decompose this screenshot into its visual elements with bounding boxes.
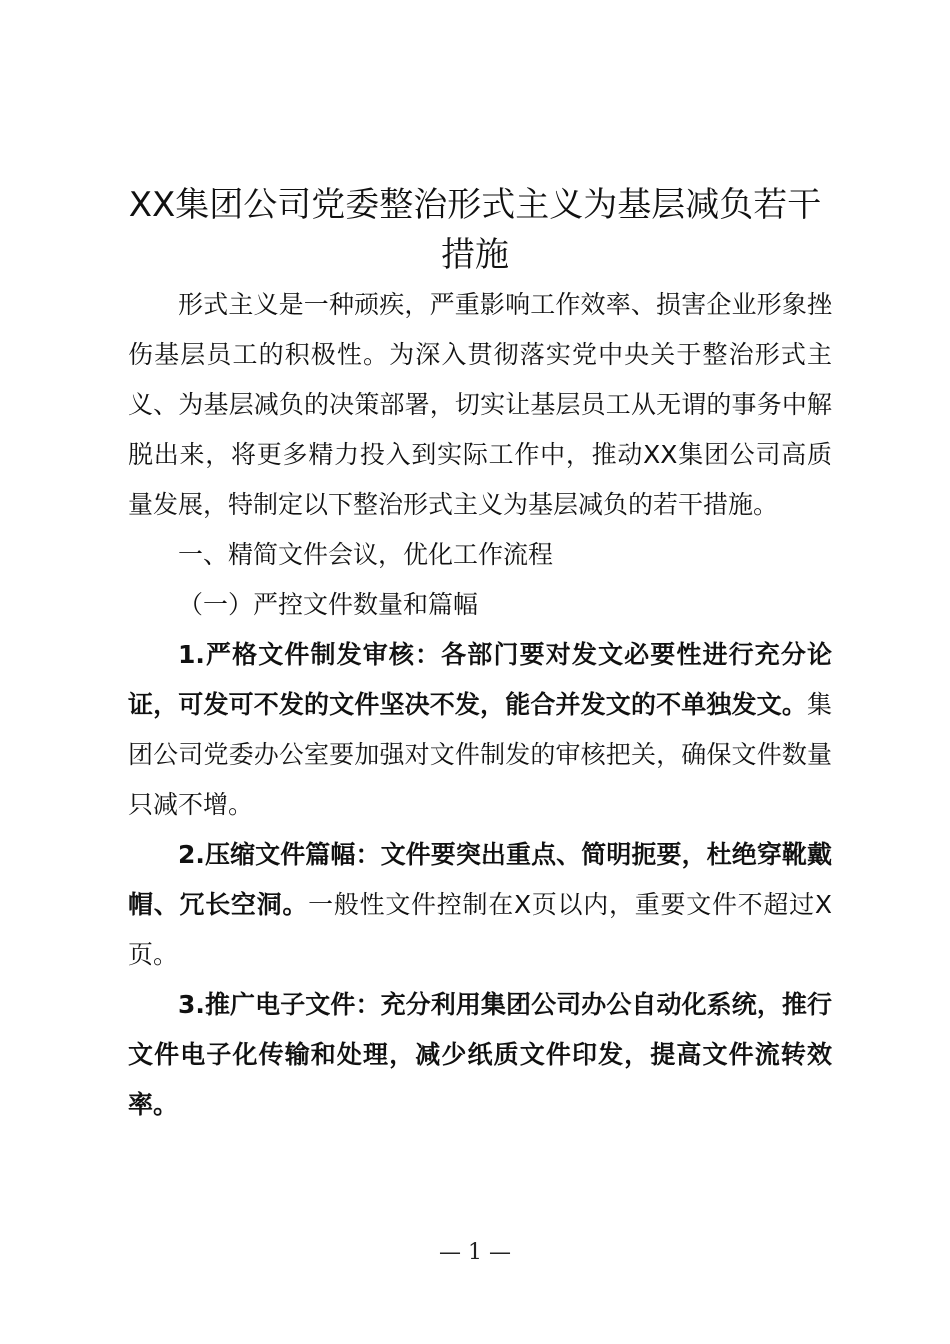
measure-item-1-text: 集团公司党委办公室要加强对文件制发的审核把关，确保文件数量只减不增。 bbox=[128, 690, 832, 819]
measure-item-2-lead: 2.压缩文件篇幅：文件要突出重点、简明扼要，杜绝穿靴戴帽、冗长空洞。 bbox=[128, 840, 832, 919]
section-heading-1: 一、精简文件会议，优化工作流程 bbox=[178, 540, 554, 569]
page-number: — 1 — bbox=[439, 1240, 511, 1265]
intro-paragraph: 形式主义是一种顽疾，严重影响工作效率、损害企业形象挫伤基层员工的积极性。为深入贯彻落实党中央关于整治形式主义、为基层减负的决策部署，切实让基层员工从无谓的事务中解脱出来，将更多精力投入到实际工作中，推动XX集团公司高质量发展，特制定以下整治形式主义为基层减负的若干措施。 bbox=[128, 290, 832, 519]
measure-item-3 bbox=[128, 980, 832, 1130]
measure-item-2 bbox=[128, 830, 832, 980]
measure-item-1 bbox=[128, 630, 832, 830]
subsection-heading-1: （一）严控文件数量和篇幅 bbox=[178, 590, 479, 619]
document-body bbox=[128, 280, 832, 1130]
measure-item-3-lead: 3.推广电子文件：充分利用集团公司办公自动化系统，推行文件电子化传输和处理，减少纸质文件印发，提高文件流转效率。 bbox=[128, 990, 832, 1119]
measure-item-1-lead: 1.严格文件制发审核：各部门要对发文必要性进行充分论证，可发可不发的文件坚决不发，能合并发文的不单独发文。 bbox=[128, 640, 832, 719]
measure-item-2-text: 一般性文件控制在X页以内，重要文件不超过X页。 bbox=[128, 890, 832, 969]
document-title: XX集团公司党委整治形式主义为基层减负若干措施 bbox=[128, 185, 822, 275]
